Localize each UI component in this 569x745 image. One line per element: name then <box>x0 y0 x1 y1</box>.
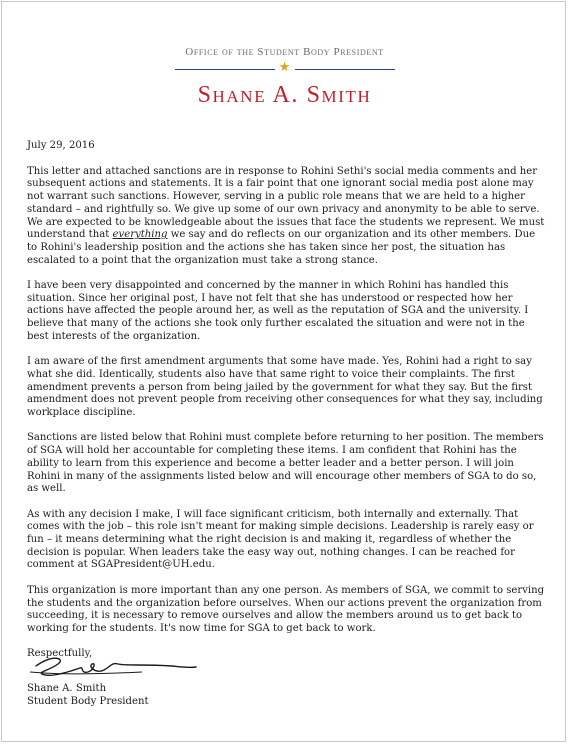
star-icon: ★ <box>278 60 291 75</box>
signer-title: Student Body President <box>27 695 149 707</box>
signer-block <box>27 683 149 708</box>
letterhead-name: Shane A. Smith <box>197 82 372 108</box>
paragraph-3: I am aware of the first amendment arguments that some have made. Yes, Rohini had a right to say what she did. Identically, students also have that same right to voice their complaints. The first amendment prevents a person from being jailed by the government for what they say. But the first amendment does not prevent people from receiving other consequences for what they say, including workplace discipline. <box>27 356 543 419</box>
paragraph-1 <box>27 166 547 268</box>
paragraph-6: This organization is more important than any one person. As members of SGA, we commit to serving the students and the organization before ourselves. When our actions prevent the organization from succeeding, it is necessary to remove ourselves and allow the members around us to get back to working for the students. It's now time for SGA to get back to work. <box>27 584 545 634</box>
signature-image <box>22 650 197 682</box>
letter-date: July 29, 2016 <box>27 140 95 151</box>
letter-body <box>27 140 547 661</box>
rule-left <box>175 69 275 70</box>
letterhead-rule <box>175 62 395 76</box>
signer-name: Shane A. Smith <box>27 683 107 694</box>
paragraph-4: Sanctions are listed below that Rohini must complete before returning to her position. The members of SGA will hold her accountable for completing these items. I am confident that Rohini has the ability to learn from this experience and become a better leader and a better person. I will join Rohini in many of the assignments listed below and will encourage other members of SGA to do so, as well. <box>27 432 544 495</box>
emphasis-word: everything <box>112 229 168 241</box>
paragraph-1-text-a: This letter and attached sanctions are in response to Rohini Sethi's social media comments and her subsequent actions and statements. It is a fair point that one ignorant social media post alone may not warrant such sanctions. However, serving in a public role means that we are held to a higher standard – and rightfully so. We give up some of our own privacy and anonymity to be able to serve. We are expected to be knowledgeable about the issues that face the students we represent. We must understand that <box>27 165 545 241</box>
paragraph-1-text-b: we say and do reflects on our organization and its other members. Due to Rohini's leadership position and the actions she has taken since her post, the situation has escalated to a point that the organization must take a strong stance. <box>27 229 536 266</box>
letterhead <box>0 46 569 109</box>
paragraph-2: I have been very disappointed and concerned by the manner in which Rohini has handled this situation. Since her original post, I have not felt that she has understood or respected how her actions have affected the people around her, as well as the reputation of SGA and the university. I believe that many of the actions she took only further escalated the situation and were not in the best interests of the organization. <box>27 280 529 342</box>
paragraph-5: As with any decision I make, I will face significant criticism, both internally and externally. That comes with the job – this role isn't meant for making simple decisions. Leadership is rarely easy or fun – it means determining what the right decision is and making it, regardless of whether the decision is popular. When leaders take the easy way out, nothing changes. I can be reached for comment at SGAPresident@UH.edu. <box>27 508 534 571</box>
closing: Respectfully, <box>27 648 93 660</box>
office-title: Office of the Student Body President <box>185 46 384 58</box>
rule-right <box>295 69 395 70</box>
